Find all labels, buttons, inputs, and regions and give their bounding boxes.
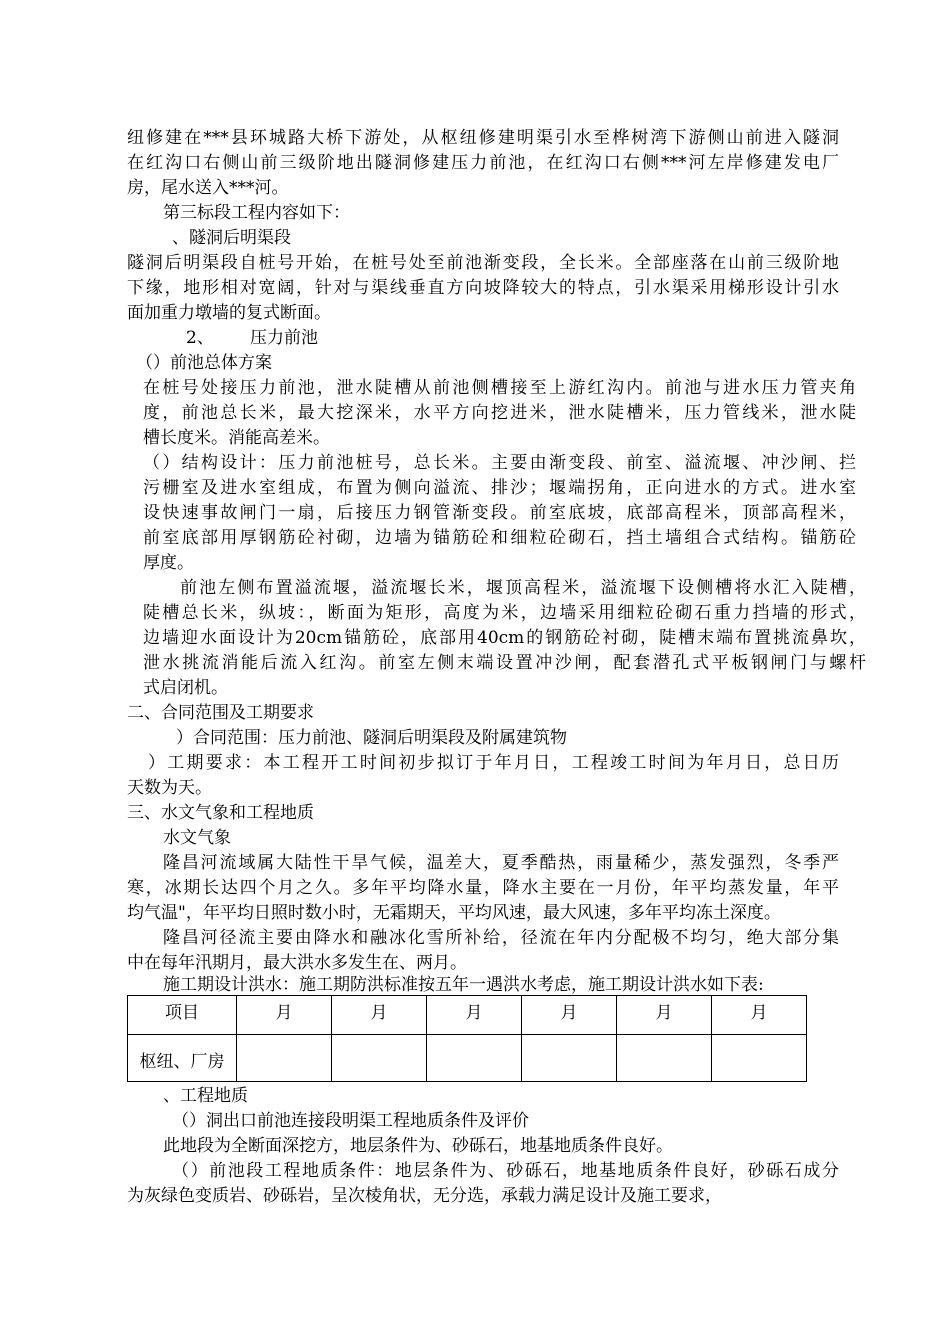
table-row-label: 枢纽、厂房	[128, 1035, 237, 1082]
chapter-heading: 二、合同范围及工期要求	[127, 703, 314, 723]
table-cell	[522, 1035, 617, 1082]
text-line: 前池左侧布置溢流堰，溢流堰长米，堰顶高程米，溢流堰下设侧槽将水汇入陡槽，	[180, 578, 866, 598]
design-flood-table	[127, 995, 807, 1082]
text-line: 污栅室及进水室组成，布置为侧向溢流、排沙；堰端拐角，正向进水的方式。进水室	[143, 478, 856, 498]
text-line: ）合同范围：压力前池、隧洞后明渠段及附属建筑物	[176, 728, 567, 748]
table-cell	[332, 1035, 427, 1082]
section-number: 2、	[186, 328, 214, 348]
section-heading: 、工程地质	[163, 1086, 248, 1106]
text-line: （）结构设计：压力前池桩号，总长米。主要由渐变段、前室、溢流堰、冲沙闸、拦	[143, 453, 856, 473]
section-heading: 水文气象	[163, 828, 231, 848]
text-line: 设快速事故闸门一扇，后接压力钢管渐变段。前室底坡，底部高程米，顶部高程米，	[143, 503, 856, 523]
table-header-cell: 月	[522, 996, 617, 1035]
text-line: 边墙迎水面设计为20cm锚筋砼，底部用40cm的钢筋砼衬砌，陡槽末端布置挑流鼻坎，	[143, 628, 866, 648]
table-cell	[712, 1035, 807, 1082]
section-heading: 压力前池	[250, 328, 318, 348]
text-line: 纽修建在***县环城路大桥下游处，从枢纽修建明渠引水至桦树湾下游侧山前进入隧洞	[127, 128, 839, 148]
table-caption: 施工期设计洪水：施工期防洪标准按五年一遇洪水考虑，施工期设计洪水如下表:	[163, 975, 764, 995]
subsection-heading: （）洞出口前池连接段明渠工程地质条件及评价	[172, 1111, 529, 1131]
text-line: 泄水挑流消能后流入红沟。前室左侧末端设置冲沙闸，配套潜孔式平板钢闸门与螺杆	[143, 653, 866, 673]
text-line: 槽长度米。消能高差米。	[143, 428, 330, 448]
text-line: 下缘，地形相对宽阔，针对与渠线垂直方向坡降较大的特点，引水渠采用梯形设计引水	[127, 278, 839, 298]
text-line: 在红沟口右侧山前三级阶地出隧洞修建压力前池，在红沟口右侧***河左岸修建发电厂	[127, 153, 839, 173]
table-row	[128, 1035, 807, 1082]
text-line: 前室底部用厚钢筋砼衬砌，边墙为锚筋砼和细粒砼砌石，挡土墙组合式结构。锚筋砼	[143, 528, 856, 548]
table-cell	[427, 1035, 522, 1082]
text-line: 隆昌河径流主要由降水和融冰化雪所补给，径流在年内分配极不均匀，绝大部分集	[163, 928, 839, 948]
text-line: 中在每年汛期月，最大洪水多发生在、两月。	[127, 953, 467, 973]
text-line: ）工期要求：本工程开工时间初步拟订于年月日，工程竣工时间为年月日，总日历	[148, 753, 839, 773]
text-line: 隆昌河流域属大陆性干旱气候，温差大，夏季酷热，雨量稀少，蒸发强烈，冬季严	[163, 853, 839, 873]
text-line: 在桩号处接压力前池，泄水陡槽从前池侧槽接至上游红沟内。前池与进水压力管夹角	[143, 378, 856, 398]
text-line: 式启闭机。	[143, 678, 228, 698]
text-line: 厚度。	[143, 553, 194, 573]
text-line: 面加重力墩墙的复式断面。	[127, 303, 331, 323]
text-line: 房，尾水送入***河。	[127, 178, 289, 198]
table-header-cell: 月	[237, 996, 332, 1035]
text-line: 为灰绿色变质岩、砂砾岩，呈次棱角状，无分选，承载力满足设计及施工要求，	[127, 1186, 722, 1206]
table-header-cell: 项目	[128, 996, 237, 1035]
chapter-heading: 三、水文气象和工程地质	[127, 803, 314, 823]
table-header-cell: 月	[712, 996, 807, 1035]
subsection-heading: （）前池总体方案	[136, 353, 272, 373]
text-line: 隧洞后明渠段自桩号开始，在桩号处至前池渐变段，全长米。全部座落在山前三级阶地	[127, 253, 839, 273]
text-line: （）前池段工程地质条件：地层条件为、砂砾石，地基地质条件良好，砂砾石成分	[172, 1161, 839, 1181]
text-line: 第三标段工程内容如下：	[163, 203, 350, 223]
table-header-cell: 月	[427, 996, 522, 1035]
table-header-row	[128, 996, 807, 1035]
table-cell	[237, 1035, 332, 1082]
text-line: 均气温"，年平均日照时数小时，无霜期天，平均风速，最大风速，多年平均冻土深度。	[127, 903, 781, 923]
text-line: 度，前池总长米，最大挖深米，水平方向挖进米，泄水陡槽米，压力管线米，泄水陡	[143, 403, 856, 423]
text-line: 寒，冰期长达四个月之久。多年平均降水量，降水主要在一月份，年平均蒸发量，年平	[127, 878, 839, 898]
table-header-cell: 月	[332, 996, 427, 1035]
text-line: 此地段为全断面深挖方，地层条件为、砂砾石，地基地质条件良好。	[163, 1136, 673, 1156]
text-line: 陡槽总长米，纵坡：，断面为矩形，高度为米，边墙采用细粒砼砌石重力挡墙的形式，	[143, 603, 866, 623]
text-line: 天数为天。	[127, 778, 212, 798]
section-heading: 、隧洞后明渠段	[172, 228, 291, 248]
table-cell	[617, 1035, 712, 1082]
table-header-cell: 月	[617, 996, 712, 1035]
